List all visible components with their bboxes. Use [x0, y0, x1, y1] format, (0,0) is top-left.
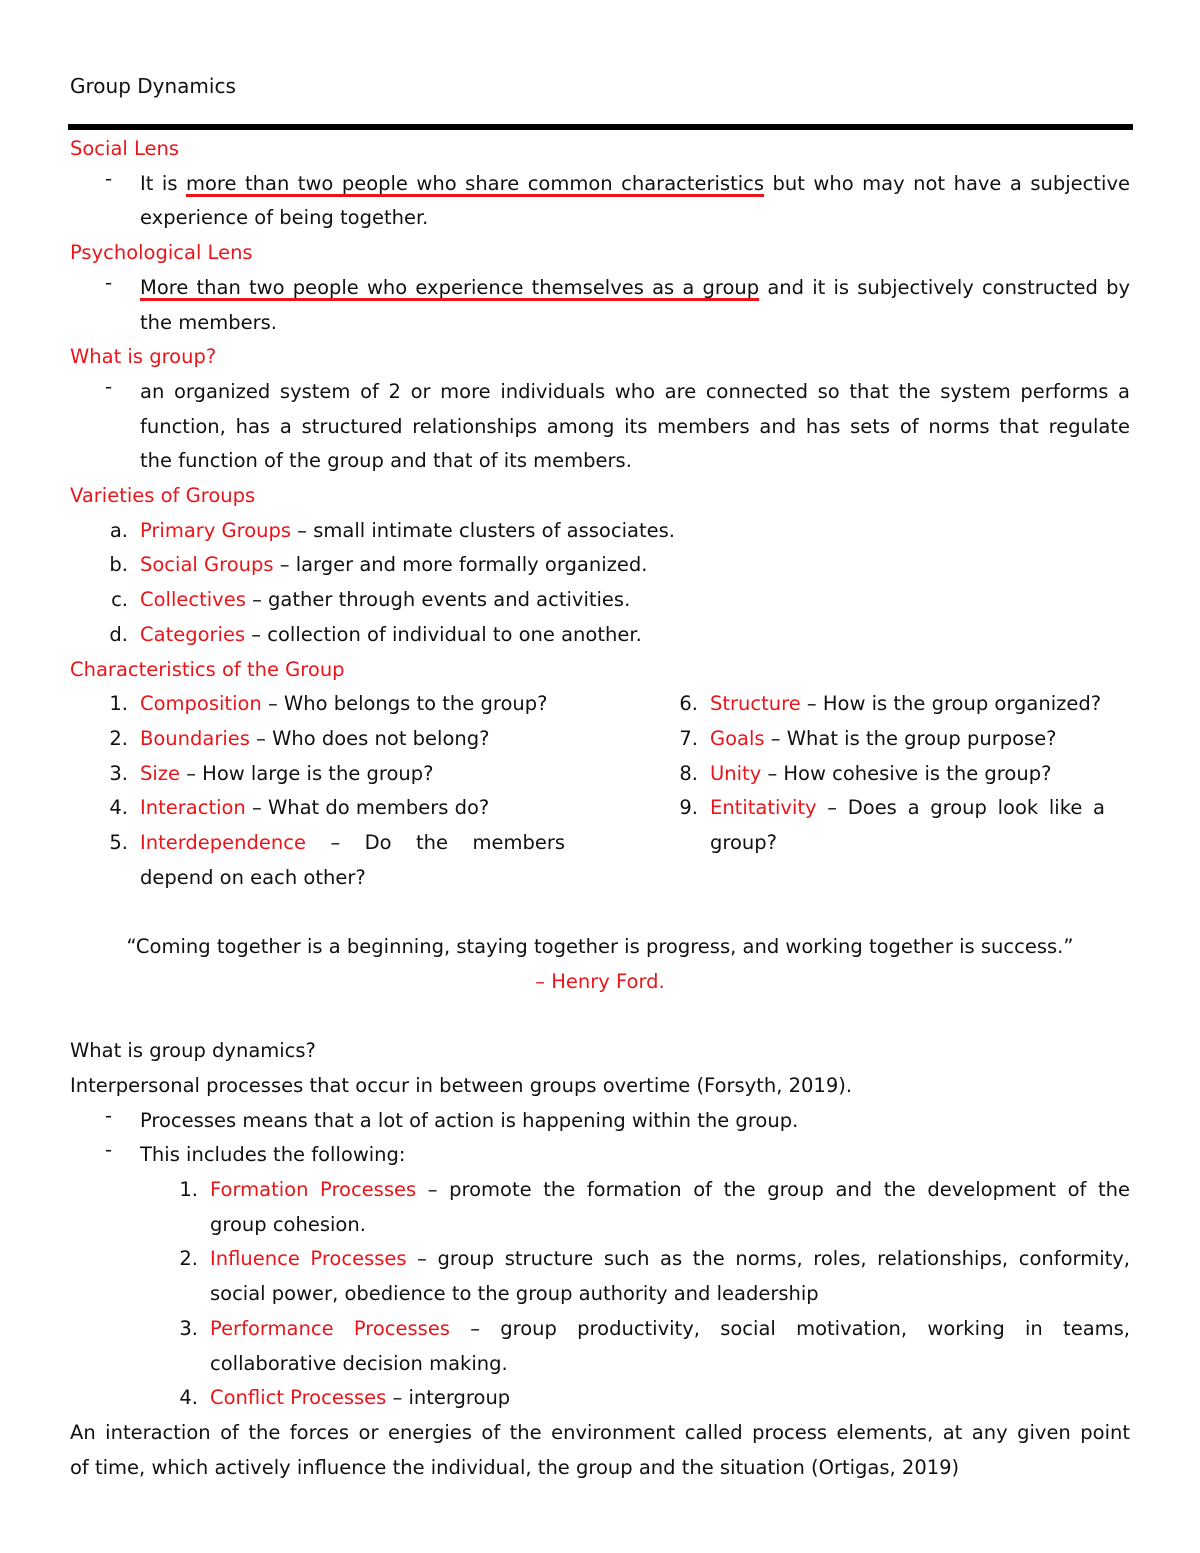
term: Primary Groups	[140, 518, 292, 542]
list-item: 4. Interaction – What do members do?	[109, 796, 490, 820]
list-item: 3. Size – How large is the group?	[109, 761, 434, 785]
bullet-dash: -	[105, 1103, 113, 1127]
list-item: 5. Interdependence – Do the members depend on each other?	[109, 831, 565, 889]
list-item: d. Categories – collection of individual to one another.	[109, 622, 642, 646]
term: Social Groups	[140, 553, 274, 577]
term: Performance Processes	[210, 1316, 450, 1340]
list-item: - More than two people who experience themselves as a group and it is subjectively constructed by the members.	[70, 271, 1130, 340]
term: Categories	[140, 622, 246, 646]
term: Boundaries	[140, 726, 250, 750]
list-item: - It is more than two people who share common characteristics but who may not have a subjective experience of being together.	[70, 167, 1130, 236]
term: Interdependence	[140, 831, 306, 855]
section-heading-characteristics: Characteristics of the Group	[70, 657, 345, 681]
list-item: 8. Unity – How cohesive is the group?	[679, 761, 1052, 785]
term: Goals	[710, 726, 765, 750]
underlined-definition: More than two people who experience themselves as a group	[140, 275, 760, 299]
term: Influence Processes	[210, 1247, 407, 1271]
bullet-dash: -	[105, 374, 113, 398]
page-header: Group Dynamics	[70, 74, 236, 98]
list-item: 6. Structure – How is the group organized?	[679, 692, 1102, 716]
list-item: 7. Goals – What is the group purpose?	[679, 726, 1057, 750]
question-group-dynamics: What is group dynamics?	[70, 1039, 316, 1063]
bullet-dash: -	[105, 166, 113, 190]
list-item: 4. Conflict Processes – intergroup	[179, 1386, 511, 1410]
underlined-definition: more than two people who share common characteristics	[185, 171, 765, 195]
list-item: 9. Entitativity – Does a group look like a group?	[679, 796, 1105, 855]
term: Conflict Processes	[210, 1386, 387, 1410]
list-item: a. Primary Groups – small intimate clusters of associates.	[109, 518, 675, 542]
list-item: b. Social Groups – larger and more formally organized.	[109, 553, 648, 577]
term: Size	[140, 761, 181, 785]
bullet-dash: -	[105, 1138, 113, 1162]
section-heading-varieties: Varieties of Groups	[70, 484, 256, 508]
section-heading-social-lens: Social Lens	[70, 137, 180, 160]
list-item: 1. Formation Processes – promote the formation of the group and the development of the group cohesion.	[179, 1178, 1130, 1236]
list-item: 2. Boundaries – Who does not belong?	[109, 726, 490, 750]
bullet-dash: -	[105, 270, 113, 294]
term: Interaction	[140, 796, 246, 820]
definition-forsyth: Interpersonal processes that occur in between groups overtime (Forsyth, 2019).	[70, 1073, 853, 1097]
list-item: 3. Performance Processes – group productivity, social motivation, working in teams, collaborative decision making.	[179, 1316, 1130, 1375]
process-list	[70, 1173, 1130, 1416]
header-rule	[68, 124, 1133, 130]
definition-ortigas: An interaction of the forces or energies of the environment called process elements, at any given point	[70, 1420, 1130, 1444]
term: Composition	[140, 692, 262, 716]
list-item: 1. Composition – Who belongs to the group?	[109, 692, 548, 716]
definition-ortigas-cont: of time, which actively influence the individual, the group and the situation (Ortigas, 2019)	[70, 1455, 960, 1479]
document-body	[70, 132, 1130, 1485]
term: Unity	[710, 761, 762, 785]
characteristics-columns	[70, 687, 1130, 895]
characteristics-left-column	[70, 687, 565, 895]
list-item: 2. Influence Processes – group structure such as the norms, roles, relationships, conformity, social power, obedience to the group authority and leadership	[179, 1247, 1131, 1306]
term: Collectives	[140, 588, 246, 612]
section-heading-what-is-group: What is group?	[70, 345, 217, 369]
quote-text: “Coming together is a beginning, staying together is progress, and working together is success.”	[126, 935, 1074, 959]
term: Entitativity	[710, 796, 817, 820]
section-heading-psychological-lens: Psychological Lens	[70, 241, 253, 265]
quote-author: – Henry Ford.	[535, 969, 665, 993]
characteristics-right-column	[640, 687, 1105, 895]
list-item: - This includes the following:	[70, 1138, 1130, 1173]
list-item: - an organized system of 2 or more individuals who are connected so that the system performs a function, has a structured relationships among its members and has sets of norms that regulate the function of the group and that of its members.	[70, 375, 1130, 479]
list-item: - Processes means that a lot of action is happening within the group.	[70, 1104, 1130, 1139]
term: Structure	[710, 692, 801, 716]
term: Formation Processes	[210, 1178, 417, 1202]
list-item: c. Collectives – gather through events and activities.	[111, 588, 631, 612]
